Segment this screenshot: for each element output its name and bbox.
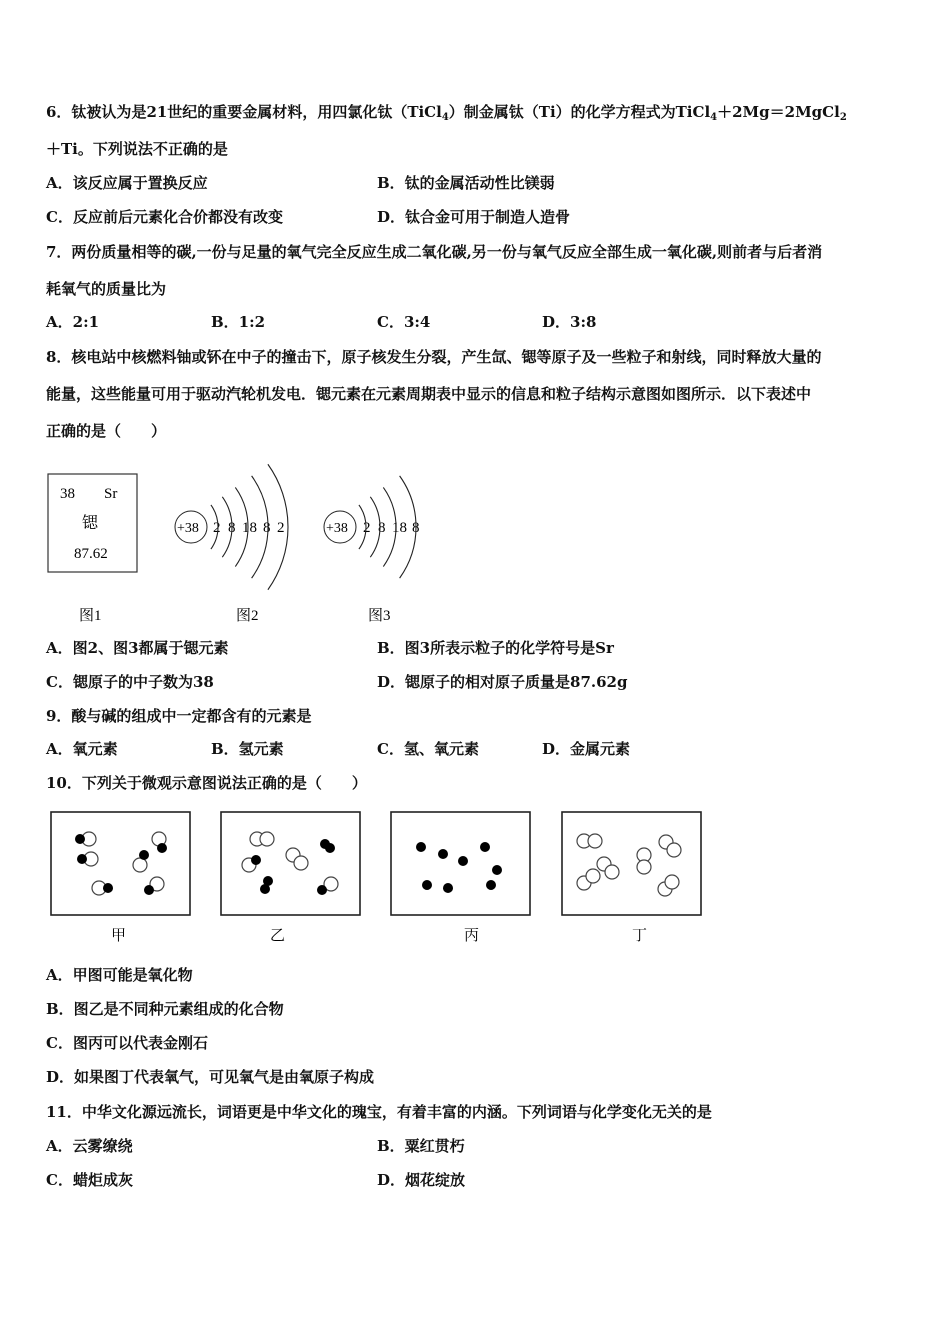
shell-electrons: 2 [213, 520, 221, 536]
filled-atom [416, 842, 426, 852]
subscript: 4 [710, 112, 718, 123]
q7-option-d: D．3:8 [542, 313, 597, 331]
q7-option-c: C．3:4 [377, 313, 431, 331]
q6-option-b: B．钛的金属活动性比镁弱 [377, 174, 555, 192]
q8-stem-line1: 8．核电站中核燃料铀或钚在中子的撞击下，原子核发生分裂，产生氙、锶等原子及一些粒子和射线，同时释放大量的 [46, 348, 822, 366]
shell-electrons: 8 [378, 520, 386, 536]
filled-atom [260, 884, 270, 894]
open-atom [586, 869, 600, 883]
q11-stem: 11．中华文化源远流长，词语更是中华文化的瑰宝，有着丰富的内涵。下列词语与化学变化无关的是 [46, 1103, 712, 1121]
q11-option-b: B．粟红贯朽 [377, 1137, 465, 1155]
filled-atom [443, 883, 453, 893]
atomic-mass: 87.62 [74, 546, 108, 562]
figure-label: 图3 [368, 608, 391, 624]
q9-stem: 9．酸与碱的组成中一定都含有的元素是 [46, 707, 312, 725]
q8-option-c: C．锶原子的中子数为38 [46, 673, 214, 691]
open-atom [588, 834, 602, 848]
filled-atom [422, 880, 432, 890]
filled-atom [103, 883, 113, 893]
open-atom [665, 875, 679, 889]
q6-option-c: C．反应前后元素化合价都没有改变 [46, 208, 283, 226]
filled-atom [75, 834, 85, 844]
q8-figure [0, 450, 450, 630]
filled-atom [325, 843, 335, 853]
filled-atom [251, 855, 261, 865]
q8-stem-line3: 正确的是（ ） [46, 422, 167, 440]
element-name: 锶 [82, 515, 99, 532]
shell-electrons: 18 [392, 520, 407, 536]
figure-label: 乙 [270, 928, 286, 944]
filled-atom [77, 854, 87, 864]
q9-option-c: C．氢、氧元素 [377, 740, 479, 758]
q11-option-d: D．烟花绽放 [377, 1171, 466, 1189]
q7-stem-line2: 耗氧气的质量比为 [46, 280, 167, 298]
q6-option-d: D．钛合金可用于制造人造骨 [377, 208, 571, 226]
atomic-number: 38 [60, 486, 75, 502]
q8-stem-line2: 能量，这些能量可用于驱动汽轮机发电．锶元素在元素周期表中显示的信息和粒子结构示意图如图所示．以下表述中 [46, 385, 812, 403]
filled-atom [438, 849, 448, 859]
filled-atom [317, 885, 327, 895]
shell-electrons: 8 [263, 520, 271, 536]
q8-option-b: B．图3所表示粒子的化学符号是Sr [377, 639, 614, 657]
shell-electrons: 2 [277, 520, 285, 536]
shell-electrons: 2 [363, 520, 371, 536]
filled-atom [480, 842, 490, 852]
ion-structure-diagram [324, 476, 420, 578]
figure-label: 丙 [464, 928, 480, 944]
q10-option-a: A．甲图可能是氧化物 [46, 966, 193, 984]
shell-electrons: 8 [412, 520, 420, 536]
q9-option-a: A．氧元素 [46, 740, 118, 758]
atom-structure-diagram [175, 464, 288, 590]
q7-option-a: A．2:1 [46, 313, 100, 331]
q9-option-d: D．金属元素 [542, 740, 631, 758]
open-atom [605, 865, 619, 879]
shell-electrons: 18 [242, 520, 257, 536]
open-atom [133, 858, 147, 872]
q10-molecule-figure [0, 800, 720, 950]
q8-option-d: D．锶原子的相对原子质量是87.62g [377, 673, 628, 691]
figure-label: 甲 [111, 928, 127, 944]
q6-stem-text: ）制金属钛（Ti）的化学方程式为TiCl [448, 103, 711, 121]
q8-option-a: A．图2、图3都属于锶元素 [46, 639, 229, 657]
filled-atom [157, 843, 167, 853]
open-atom [294, 856, 308, 870]
subscript: 4 [441, 112, 449, 123]
q7-stem-line1: 7．两份质量相等的碳,一份与足量的氧气完全反应生成二氧化碳,另一份与氧气反应全部生成一氧化碳,则前者与后者消 [46, 243, 823, 261]
q6-stem-line2: ＋Ti。下列说法不正确的是 [46, 140, 228, 158]
q11-option-c: C．蜡炬成灰 [46, 1171, 133, 1189]
q10-option-c: C．图丙可以代表金刚石 [46, 1034, 208, 1052]
q6-option-a: A．该反应属于置换反应 [46, 174, 208, 192]
figure-label: 丁 [632, 928, 648, 944]
q9-option-b: B．氢元素 [211, 740, 284, 758]
shell-electrons: 8 [228, 520, 236, 536]
filled-atom [492, 865, 502, 875]
q6-stem-line1 [46, 102, 847, 128]
filled-atom [486, 880, 496, 890]
molecule-box [562, 812, 701, 915]
q10-stem: 10．下列关于微观示意图说法正确的是（ ） [46, 774, 367, 792]
nucleus-charge: +38 [326, 521, 348, 536]
q6-stem-text: 6．钛被认为是21世纪的重要金属材料，用四氯化钛（TiCl [46, 103, 442, 121]
filled-atom [139, 850, 149, 860]
q7-option-b: B．1:2 [211, 313, 266, 331]
open-atom [637, 860, 651, 874]
figure-label: 图2 [236, 608, 259, 624]
filled-atom [458, 856, 468, 866]
molecule-box [51, 812, 190, 915]
open-atom [667, 843, 681, 857]
q10-option-d: D．如果图丁代表氧气，可见氧气是由氧原子构成 [46, 1068, 375, 1086]
element-card [48, 474, 137, 572]
figure-label: 图1 [79, 608, 102, 624]
q10-option-b: B．图乙是不同种元素组成的化合物 [46, 1000, 284, 1018]
nucleus-charge: +38 [177, 521, 199, 536]
q6-stem-text: ＋2Mg＝2MgCl [717, 103, 840, 121]
q11-option-a: A．云雾缭绕 [46, 1137, 133, 1155]
subscript: 2 [839, 112, 847, 123]
element-symbol: Sr [104, 486, 118, 502]
open-atom [260, 832, 274, 846]
filled-atom [144, 885, 154, 895]
